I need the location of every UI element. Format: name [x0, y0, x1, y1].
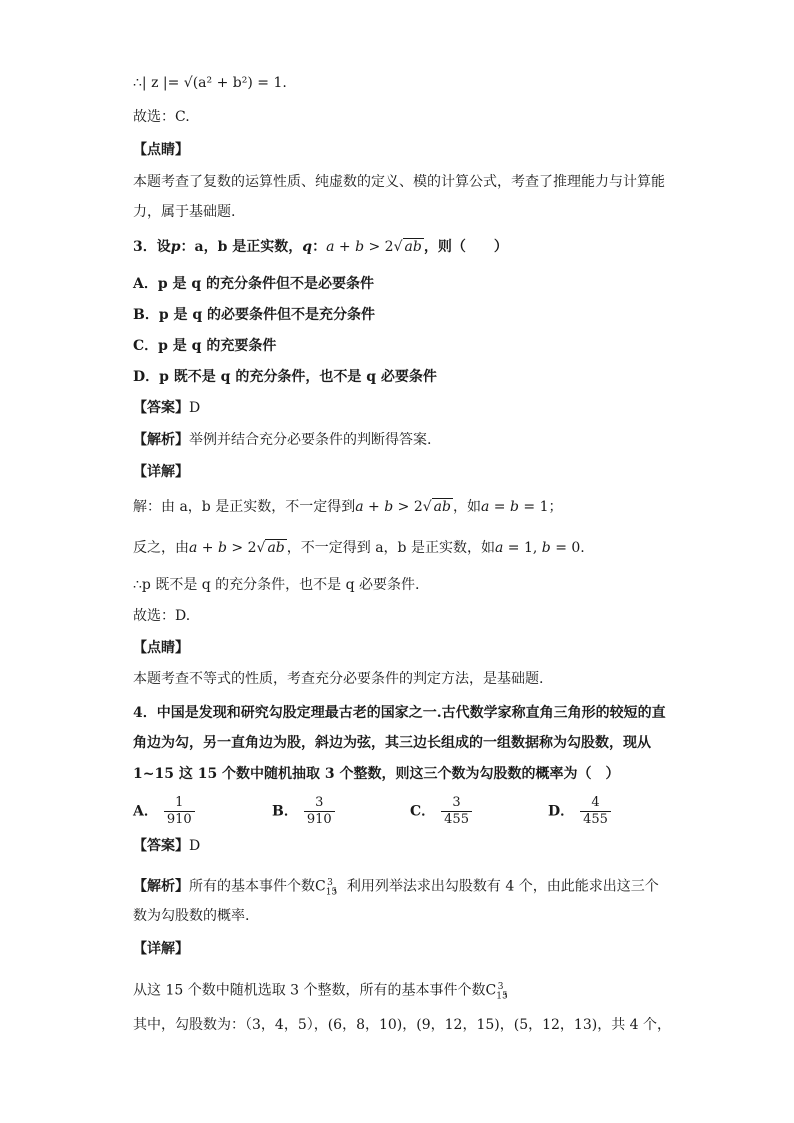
modulus-line: ∴| z |= √(a² + b²) = 1. — [133, 75, 287, 91]
q3-option-b: B．p 是 q 的必要条件但不是充分条件 — [133, 307, 376, 323]
q4-option-b-fraction: $\frac{3}{910}$ — [304, 795, 335, 828]
prev-comment-tag: 【点睛】 — [133, 142, 189, 158]
q3-detail-line2: 反之，由a + b > 2√ ab ，不一定得到 a，b 是正实数，如a = 1, b = 0. — [133, 540, 585, 556]
q4-option-a — [133, 795, 195, 828]
q4-option-b-label: B． — [272, 803, 298, 820]
q3-detail-line3: ∴p 既不是 q 的充分条件，也不是 q 必要条件. — [133, 577, 420, 593]
q4-option-b — [272, 795, 335, 828]
q3-analysis-text: 举例并结合充分必要条件的判断得答案. — [189, 432, 432, 448]
q3-answer-tag: 【答案】 — [133, 400, 189, 416]
q3-comment-tag: 【点睛】 — [133, 640, 189, 656]
q4-analysis-line2: 数为勾股数的概率. — [133, 908, 250, 924]
q4-detail-line1: 从这 15 个数中随机选取 3 个整数，所有的基本事件个数$C_{15}^3$， — [133, 982, 518, 1002]
q4-analysis-line1: 【解析】所有的基本事件个数$C_{15}^3$，利用列举法求出勾股数有 4 个，由此能求出这三个 — [133, 878, 659, 898]
q4-detail-tag: 【详解】 — [133, 941, 189, 957]
q3-detail-line1: 解：由 a，b 是正实数，不一定得到a + b > 2√ ab ，如a = b = 1； — [133, 499, 563, 515]
q3-stem-suffix: ，则（ ） — [423, 239, 508, 255]
q4-option-a-fraction: $\frac{1}{910}$ — [164, 795, 195, 828]
q3-detail1-c: ； — [548, 499, 563, 515]
q3-detail1-a: 解：由 a，b 是正实数，不一定得到 — [133, 499, 356, 515]
q4-answer — [133, 836, 200, 856]
q4-option-c — [410, 795, 472, 828]
q4-option-c-fraction: $\frac{3}{455}$ — [441, 795, 472, 828]
q3-answer — [133, 398, 200, 418]
q4-analysis1-a: 所有的基本事件个数 — [189, 878, 315, 895]
q3-option-a: A．p 是 q 的充分条件但不是必要条件 — [133, 276, 375, 292]
q4-option-a-label: A． — [133, 803, 158, 820]
q4-analysis1-b: ，利用列举法求出勾股数有 4 个，由此能求出这三个 — [332, 878, 659, 895]
q3-stem-mid: ：a，b 是正实数， — [180, 239, 303, 255]
q3-answer-value: D — [189, 400, 201, 416]
q4-option-d-fraction: $\frac{4}{455}$ — [580, 795, 611, 828]
q4-answer-value: D — [189, 838, 201, 854]
q4-stem-line3: 1~15 这 15 个数中随机抽取 3 个整数，则这三个数为勾股数的概率为（ ） — [133, 766, 620, 782]
q3-analysis-tag: 【解析】 — [133, 432, 189, 448]
q4-analysis-tag: 【解析】 — [133, 878, 189, 895]
q4-option-d — [548, 795, 611, 828]
q3-choice: 故选：D. — [133, 608, 191, 624]
q3-detail2-c: . — [580, 540, 585, 556]
q4-stem-line1: 4．中国是发现和研究勾股定理最古老的国家之一.古代数学家称直角三角形的较短的直 — [133, 705, 666, 721]
q4-stem-line2: 角边为勾，另一直角边为股，斜边为弦，其三边长组成的一组数据称为勾股数，现从 — [133, 735, 651, 751]
prev-comment-line2: 力，属于基础题. — [133, 204, 236, 220]
q3-comment: 本题考查不等式的性质，考查充分必要条件的判定方法，是基础题. — [133, 671, 544, 687]
q3-detail2-b: ，不一定得到 a，b 是正实数，如 — [286, 540, 495, 556]
prev-comment-line1: 本题考查了复数的运算性质、纯虚数的定义、模的计算公式，考查了推理能力与计算能 — [133, 174, 665, 190]
q3-detail-tag: 【详解】 — [133, 464, 189, 480]
q4-detail1-b: ， — [503, 982, 518, 999]
q3-detail1-b: ，如 — [452, 499, 481, 515]
q3-stem: 3．设p：a，b 是正实数，q：a + b > 2√ ab ，则（ ） — [133, 239, 508, 255]
q3-stem-prefix: 3．设 — [133, 239, 171, 255]
q3-detail2-a: 反之，由 — [133, 540, 189, 556]
q4-option-d-label: D． — [548, 803, 575, 820]
q4-detail-line2: 其中，勾股数为：（3，4，5），(6，8，10)，(9，12，15)，(5，12，13)，共 4 个， — [133, 1017, 672, 1033]
q4-option-c-label: C． — [410, 803, 436, 820]
q3-analysis — [133, 430, 431, 450]
q4-detail1-a: 从这 15 个数中随机选取 3 个整数，所有的基本事件个数 — [133, 982, 486, 999]
prev-answer-choice: 故选：C. — [133, 109, 190, 125]
q3-option-d: D．p 既不是 q 的充分条件，也不是 q 必要条件 — [133, 369, 437, 385]
q4-answer-tag: 【答案】 — [133, 838, 189, 854]
q3-option-c: C．p 是 q 的充要条件 — [133, 338, 277, 354]
